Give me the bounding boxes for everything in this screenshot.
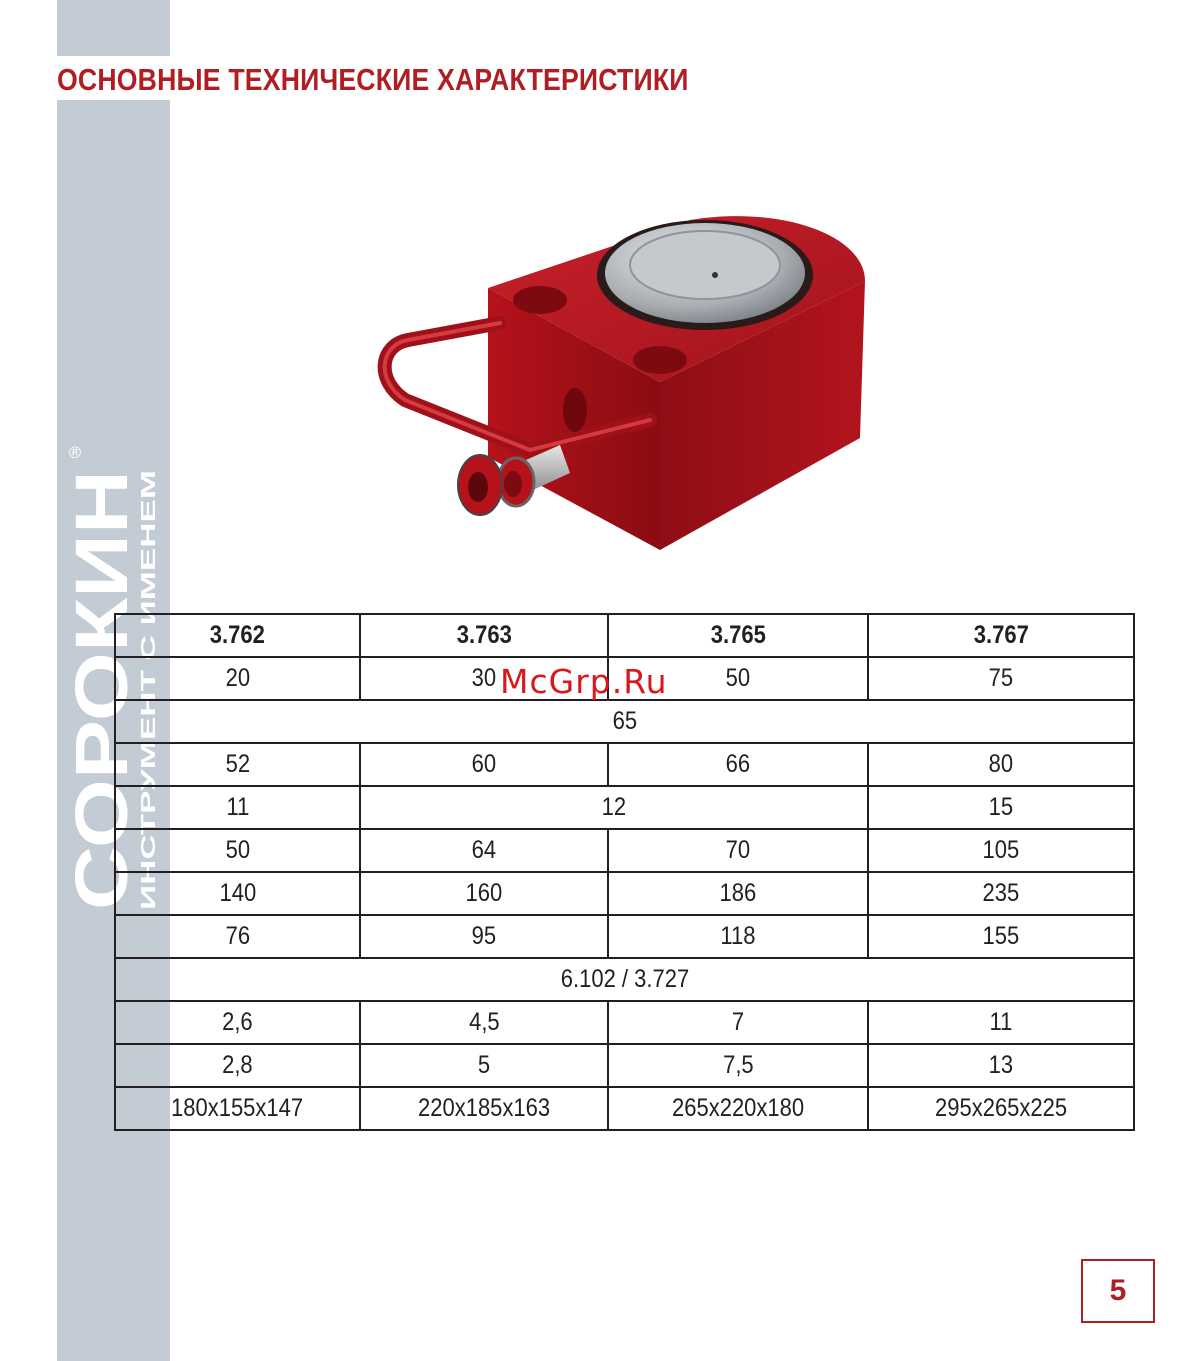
table-cell: 30 — [360, 657, 608, 700]
table-row — [115, 958, 1134, 1001]
table-cell: 186 — [608, 872, 868, 915]
table-row — [115, 1044, 1134, 1087]
table-cell: 5 — [360, 1044, 608, 1087]
page-number: 5 — [1081, 1259, 1155, 1323]
table-cell: 2,8 — [115, 1044, 360, 1087]
table-cell: 70 — [608, 829, 868, 872]
registered-mark: ® — [67, 443, 83, 462]
table-cell: 7 — [608, 1001, 868, 1044]
table-cell: 140 — [115, 872, 360, 915]
page-title: ОСНОВНЫЕ ТЕХНИЧЕСКИЕ ХАРАКТЕРИСТИКИ — [57, 62, 689, 97]
table-cell: 13 — [868, 1044, 1134, 1087]
table-row — [115, 1001, 1134, 1044]
table-cell: 6.102 / 3.727 — [115, 958, 1134, 1001]
table-cell: 65 — [115, 700, 1134, 743]
table-row — [115, 829, 1134, 872]
spec-table — [114, 613, 1135, 1131]
table-cell: 118 — [608, 915, 868, 958]
hydraulic-cylinder-jack-image — [360, 195, 890, 555]
table-row — [115, 872, 1134, 915]
table-cell: 160 — [360, 872, 608, 915]
table-cell: 155 — [868, 915, 1134, 958]
table-cell: 50 — [608, 657, 868, 700]
table-row — [115, 915, 1134, 958]
watermark-text: McGrp.Ru — [500, 662, 668, 701]
table-cell: 64 — [360, 829, 608, 872]
table-row — [115, 1087, 1134, 1130]
table-cell: 105 — [868, 829, 1134, 872]
table-cell: 11 — [115, 786, 360, 829]
table-cell: 12 — [360, 786, 868, 829]
brand-tagline: ИНСТРУМЕНТ С ИМЕНЕМ — [138, 658, 160, 910]
table-cell: 66 — [608, 743, 868, 786]
table-cell: 4,5 — [360, 1001, 608, 1044]
table-cell: 15 — [868, 786, 1134, 829]
table-header-cell: 3.765 — [608, 614, 868, 657]
table-cell: 76 — [115, 915, 360, 958]
table-cell: 220x185x163 — [360, 1087, 608, 1130]
table-cell: 235 — [868, 872, 1134, 915]
table-header-cell: 3.762 — [115, 614, 360, 657]
table-cell: 2,6 — [115, 1001, 360, 1044]
table-cell: 295x265x225 — [868, 1087, 1134, 1130]
table-cell: 11 — [868, 1001, 1134, 1044]
table-cell: 50 — [115, 829, 360, 872]
table-cell: 60 — [360, 743, 608, 786]
table-cell: 7,5 — [608, 1044, 868, 1087]
table-header-cell: 3.763 — [360, 614, 608, 657]
table-row — [115, 657, 1134, 700]
table-cell: 80 — [868, 743, 1134, 786]
table-cell: 20 — [115, 657, 360, 700]
table-header-row — [115, 614, 1134, 657]
table-cell: 180x155x147 — [115, 1087, 360, 1130]
brand-name: СОРОКИН — [60, 543, 143, 910]
table-cell: 52 — [115, 743, 360, 786]
table-header-cell: 3.767 — [868, 614, 1134, 657]
table-row — [115, 743, 1134, 786]
table-row — [115, 700, 1134, 743]
table-row — [115, 786, 1134, 829]
table-cell: 95 — [360, 915, 608, 958]
table-cell: 75 — [868, 657, 1134, 700]
side-strip-top — [57, 0, 170, 56]
table-cell: 265x220x180 — [608, 1087, 868, 1130]
